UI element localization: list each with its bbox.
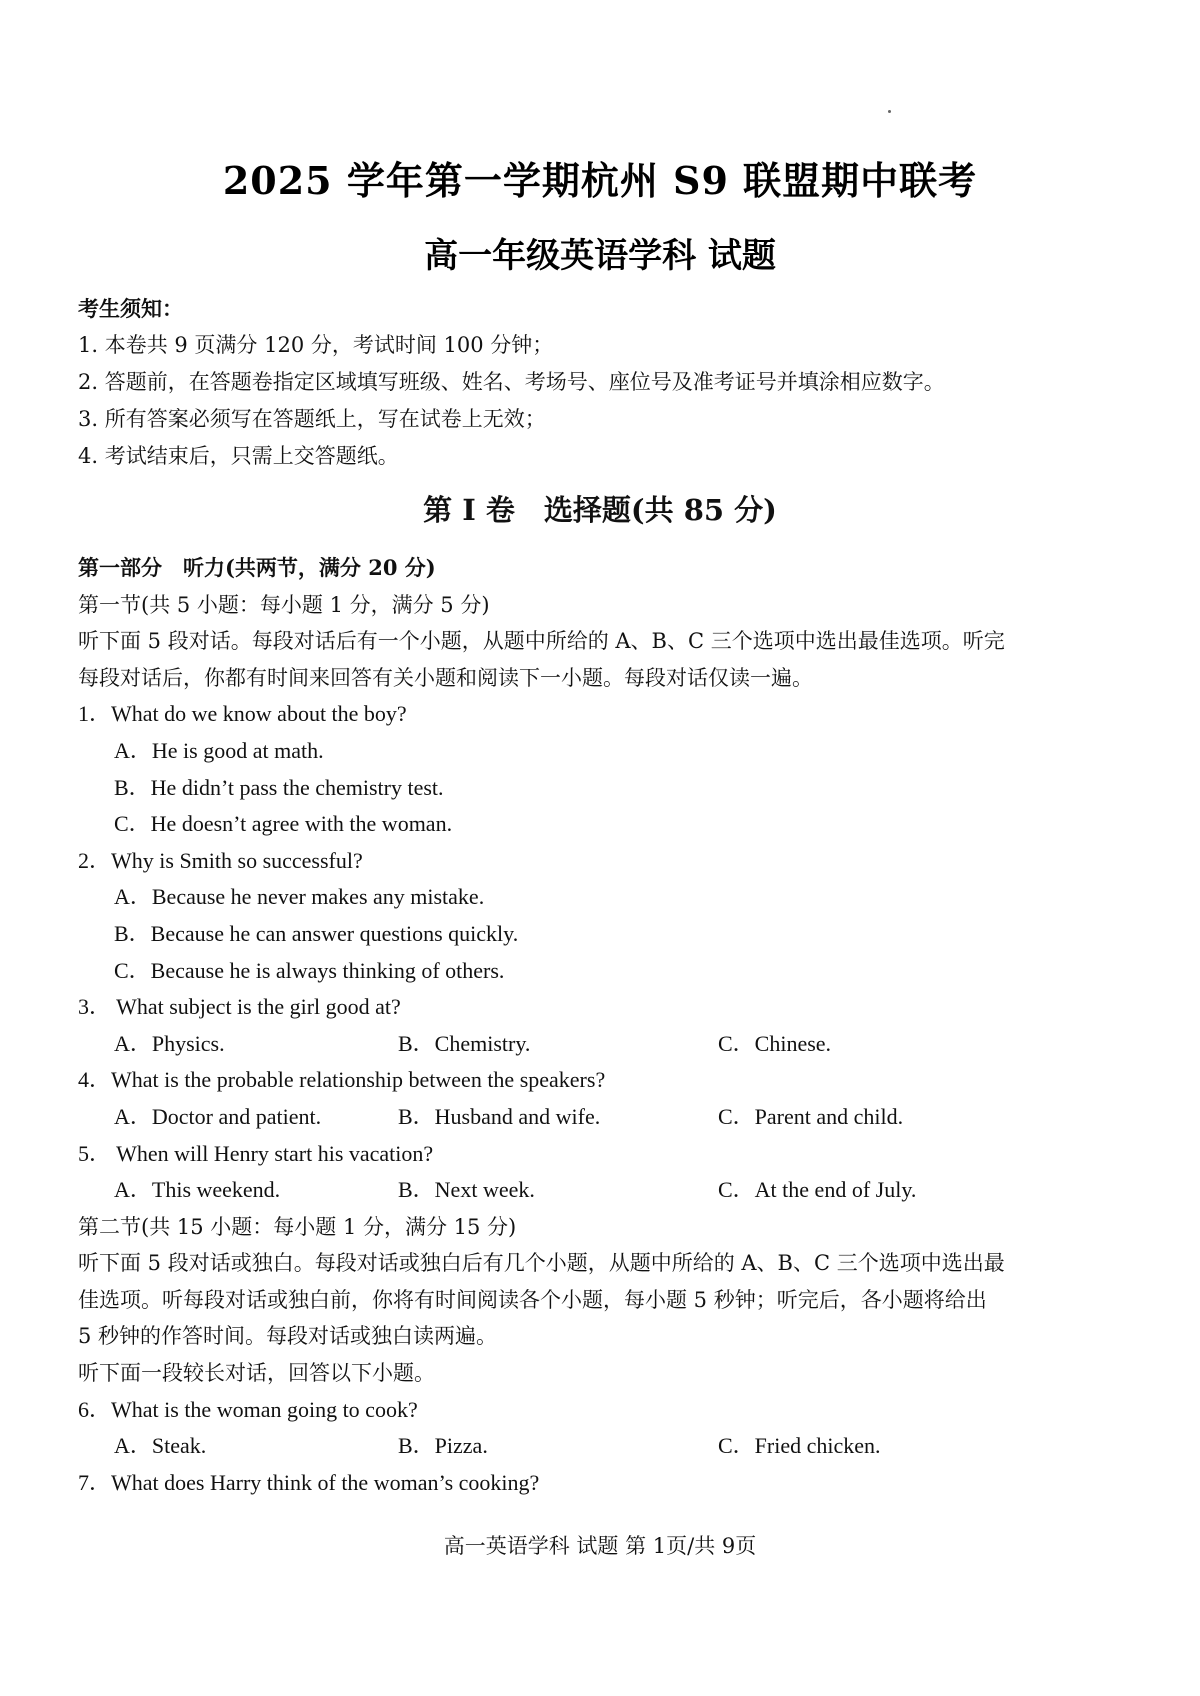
option: B．Because he can answer questions quickly. bbox=[114, 920, 519, 946]
notice-item: 4. 考试结束后，只需上交答题纸。 bbox=[78, 444, 399, 468]
notice-item: 3. 所有答案必须写在答题纸上，写在试卷上无效； bbox=[78, 407, 546, 431]
instruction-line: 听下面 5 段对话。每段对话后有一个小题，从题中所给的 A、B、C 三个选项中选出最佳选项。听完 bbox=[78, 629, 1005, 654]
option: C．He doesn’t agree with the woman. bbox=[114, 811, 453, 837]
volume-title: 第 I 卷 选择题(共 85 分) bbox=[423, 493, 777, 527]
section-heading: 第二节(共 15 小题：每小题 1 分，满分 15 分) bbox=[78, 1214, 517, 1239]
question-stem: 3． What subject is the girl good at? bbox=[78, 994, 401, 1020]
question-stem: 2．Why is Smith so successful? bbox=[78, 847, 363, 873]
question-stem: 6．What is the woman going to cook? bbox=[78, 1396, 418, 1422]
option-row bbox=[78, 1026, 1138, 1063]
option: A．This weekend. bbox=[114, 1177, 281, 1203]
option: B．Chemistry. bbox=[398, 1030, 531, 1056]
option-row bbox=[78, 1428, 1138, 1465]
option: A．Steak. bbox=[114, 1433, 207, 1459]
instruction-line: 听下面一段较长对话，回答以下小题。 bbox=[78, 1361, 435, 1386]
notice-item: 1. 本卷共 9 页满分 120 分，考试时间 100 分钟； bbox=[78, 333, 554, 357]
instruction-line: 听下面 5 段对话或独白。每段对话或独白后有几个小题，从题中所给的 A、B、C 三个选项中选出最 bbox=[78, 1251, 1005, 1276]
scan-speck bbox=[888, 110, 891, 113]
exam-title: 2025 学年第一学期杭州 S9 联盟期中联考 bbox=[222, 158, 978, 203]
option: B．He didn’t pass the chemistry test. bbox=[114, 774, 444, 800]
option: A．Physics. bbox=[114, 1030, 225, 1056]
option: C．Parent and child. bbox=[718, 1103, 904, 1129]
question-stem: 1．What do we know about the boy? bbox=[78, 701, 407, 727]
instruction-line: 5 秒钟的作答时间。每段对话或独白读两遍。 bbox=[78, 1324, 498, 1349]
option: B．Next week. bbox=[398, 1177, 535, 1203]
option: A．He is good at math. bbox=[114, 737, 324, 763]
option-row bbox=[78, 1099, 1138, 1136]
option: B．Husband and wife. bbox=[398, 1103, 601, 1129]
option: B．Pizza. bbox=[398, 1433, 488, 1459]
exam-subtitle: 高一年级英语学科 试题 bbox=[424, 236, 776, 276]
section-heading: 第一节(共 5 小题：每小题 1 分，满分 5 分) bbox=[78, 592, 490, 617]
candidate-notice bbox=[78, 290, 1138, 475]
option: C．Fried chicken. bbox=[718, 1433, 881, 1459]
notice-item: 2. 答题前，在答题卷指定区域填写班级、姓名、考场号、座位号及准考证号并填涂相应数字。 bbox=[78, 370, 945, 394]
listening-section bbox=[78, 550, 1138, 1501]
option: A．Doctor and patient. bbox=[114, 1103, 322, 1129]
part-heading: 第一部分 听力(共两节，满分 20 分) bbox=[78, 555, 436, 580]
instruction-line: 佳选项。听每段对话或独白前，你将有时间阅读各个小题，每小题 5 秒钟；听完后，各小题将给出 bbox=[78, 1287, 987, 1312]
option: A．Because he never makes any mistake. bbox=[114, 884, 485, 910]
option: C．Because he is always thinking of others. bbox=[114, 957, 505, 983]
page-footer: 高一英语学科 试题 第 1页/共 9页 bbox=[443, 1534, 757, 1558]
option-row bbox=[78, 1172, 1138, 1209]
question-stem: 4．What is the probable relationship between the speakers? bbox=[78, 1067, 606, 1093]
question-stem: 5． When will Henry start his vacation? bbox=[78, 1140, 434, 1166]
instruction-line: 每段对话后，你都有时间来回答有关小题和阅读下一小题。每段对话仅读一遍。 bbox=[78, 665, 813, 690]
question-stem: 7．What does Harry think of the woman’s cooking? bbox=[78, 1469, 540, 1495]
option: C．At the end of July. bbox=[718, 1177, 917, 1203]
notice-heading: 考生须知： bbox=[78, 296, 183, 321]
option: C．Chinese. bbox=[718, 1030, 832, 1056]
